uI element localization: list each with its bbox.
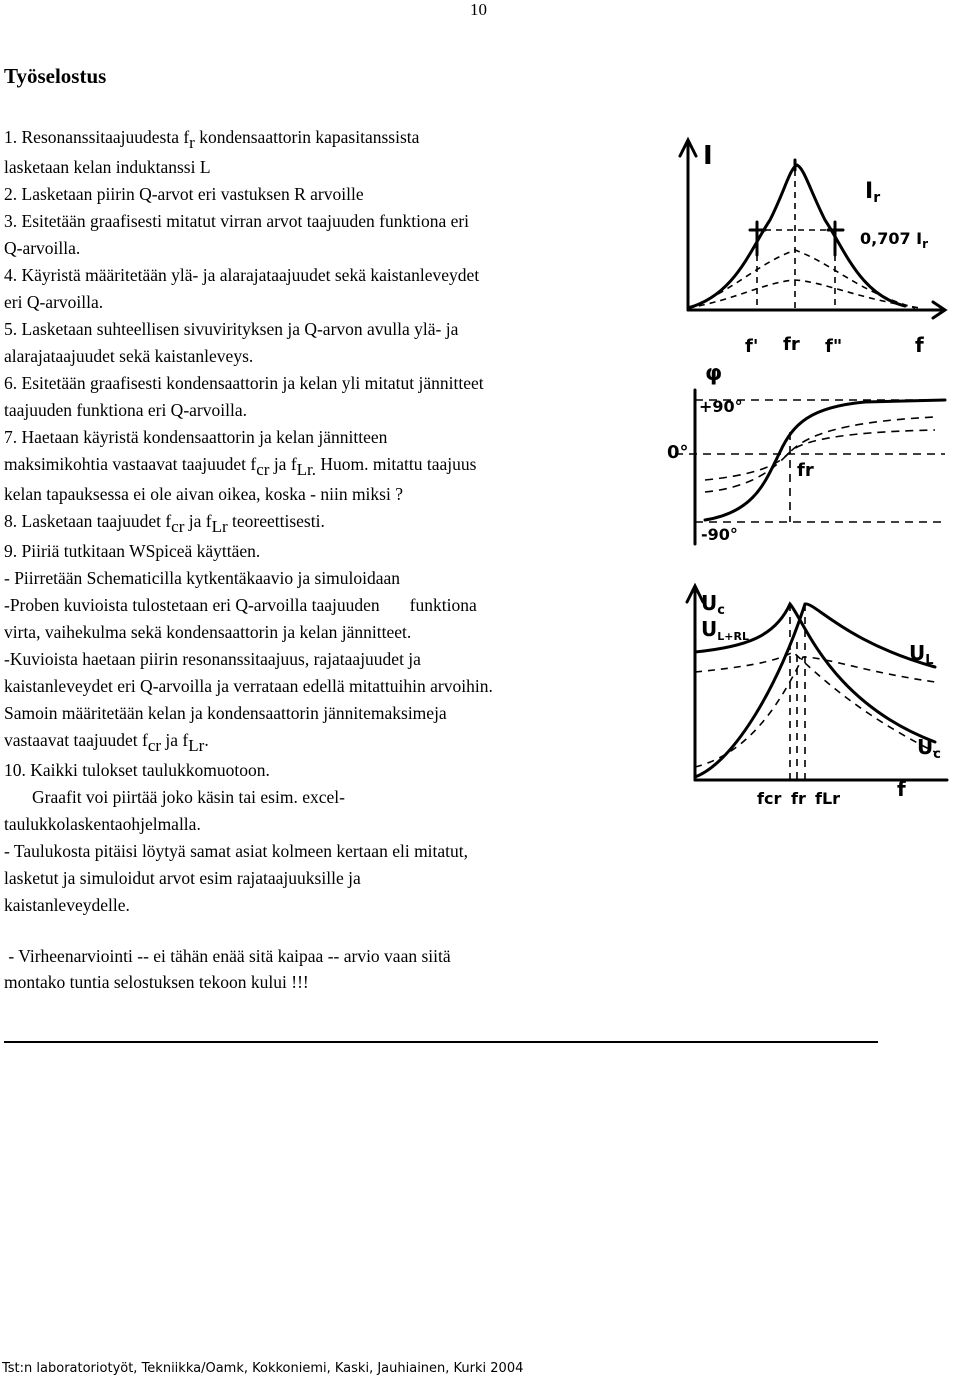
page-footer: Tst:n laboratoriotyöt, Tekniikka/Oamk, Kokkoniemi, Kaski, Jauhiainen, Kurki 2004 [2,1361,524,1376]
step-9-text: vastaavat taajuudet f [4,730,148,750]
step-2: 2. Lasketaan piirin Q-arvot eri vastuksen R arvoille [4,184,364,204]
subscript: Lr [188,736,205,755]
subscript: cr [147,736,162,755]
step-1 [4,124,654,154]
step-9-voltage-max: Samoin määritetään kelan ja kondensaattorin jännitemaksimeja [4,703,447,723]
subscript: Lr [211,517,228,536]
f-axis-label: f [915,333,924,357]
flr-label: fLr [815,789,841,808]
minus-90-label: -90° [701,525,738,544]
f1-label: f' [745,336,759,357]
voltage-f-axis-label: f [897,777,906,801]
voltage-sketch [665,582,955,812]
level-label: 0,707 $I_r$ [860,229,929,251]
y-axis-label: I [703,141,713,171]
step-4-cont: eri Q-arvoilla. [4,292,104,312]
step-9-text-mid: ja f [161,730,189,750]
step-8-text: 8. Lasketaan taajuudet f [4,511,172,531]
subscript: r [189,133,195,152]
step-10-table-cont: lasketut ja simuloidut arvot esim rajataajuuksille ja [4,868,361,888]
step-9: 9. Piiriä tutkitaan WSpiceä käyttäen. [4,541,261,561]
step-7: 7. Haetaan käyristä kondensaattorin ja kelan jännitteen [4,427,388,447]
step-9-text-tail: . [204,730,209,750]
step-3-cont: Q-arvoilla. [4,238,81,258]
step-9-curves-cont: kaistanleveydet eri Q-arvoilla ja verrataan edellä mitattuihin arvoihin. [4,676,493,696]
page-title: Työselostus [4,64,107,88]
step-9-probe-tail: funktiona [409,595,477,615]
step-10-graphs-cont: taulukkolaskentaohjelmalla. [4,814,201,834]
uc-label: $U_c$ [701,591,725,618]
step-8 [4,508,654,538]
zero-label: 0° [667,442,689,463]
step-10-graphs: Graafit voi piirtää joko käsin tai esim. excel- [32,787,345,807]
subscript: cr [256,460,270,479]
phase-angle-sketch [665,362,955,550]
step-9-probe [4,592,654,619]
step-10-table: - Taulukosta pitäisi löytyä samat asiat kolmeen kertaan eli mitatut, [4,841,469,861]
phase-axis-label: φ [705,362,723,386]
step-6: 6. Esitetään graafisesti kondensaattorin ja kelan yli mitatut jännitteet [4,373,484,393]
phase-fr-label: fr [797,460,814,481]
ul-rl-label: $U_{L+RL}$ [701,617,749,643]
subscript: Lr. [296,460,317,479]
step-1-cont: lasketaan kelan induktanssi L [4,157,211,177]
step-8-text-mid: ja f [184,511,212,531]
fr-label: fr [783,334,800,355]
step-8-text-tail: teoreettisesti. [227,511,325,531]
step-4: 4. Käyristä määritetään ylä- ja alarajataajuudet sekä kaistanleveydet [4,265,480,285]
subscript: cr [171,517,185,536]
step-10-table-end: kaistanleveydelle. [4,895,130,915]
step-9-curves: -Kuvioista haetaan piirin resonanssitaajuus, rajataajuudet ja [4,649,421,669]
step-9-voltage-max-cont [4,727,654,757]
page-number: 10 [470,0,487,19]
error-estimation-note [4,943,451,995]
step-7-note: kelan tapauksessa ei ole aivan oikea, koska - niin miksi ? [4,484,403,504]
phase-curve [705,400,945,520]
step-1-text: 1. Resonanssitaajuudesta f [4,127,190,147]
fcr-label: fcr [757,789,782,808]
current-resonance-sketch [665,130,955,362]
step-9-schematic: - Piirretään Schematicilla kytkentäkaavio ja simuloidaan [4,568,401,588]
plus-90-label: +90° [699,397,743,416]
note-line-2: montako tuntia selostuksen tekoon kului !!! [4,972,309,992]
step-6-cont: taajuuden funktiona eri Q-arvoilla. [4,400,247,420]
work-instructions [4,124,654,919]
step-9-probe-text: -Proben kuvioista tulostetaan eri Q-arvoilla taajuuden [4,595,380,615]
voltage-fr-label: fr [791,789,806,808]
step-7-text-mid: ja f [269,454,297,474]
step-7-text-tail: Huom. mitattu taajuus [316,454,477,474]
uc-curve-label: $U_c$ [917,735,941,762]
step-5-cont: alarajataajuudet sekä kaistanleveys. [4,346,254,366]
f2-label: f" [825,336,843,357]
horizontal-rule [4,1041,878,1043]
step-7-text: maksimikohtia vastaavat taajuudet f [4,454,257,474]
note-line-1: - Virheenarviointi -- ei tähän enää sitä kaipaa -- arvio vaan siitä [4,946,451,966]
ul-label: $U_L$ [909,641,934,668]
step-5: 5. Lasketaan suhteellisen sivuvirityksen ja Q-arvon avulla ylä- ja [4,319,459,339]
step-7-cont [4,451,654,481]
peak-label: Ir [865,179,881,206]
step-10: 10. Kaikki tulokset taulukkomuotoon. [4,760,270,780]
step-1-text-tail: kondensaattorin kapasitanssista [194,127,420,147]
step-9-probe-cont: virta, vaihekulma sekä kondensaattorin ja kelan jännitteet. [4,622,412,642]
step-3: 3. Esitetään graafisesti mitatut virran arvot taajuuden funktiona eri [4,211,470,231]
